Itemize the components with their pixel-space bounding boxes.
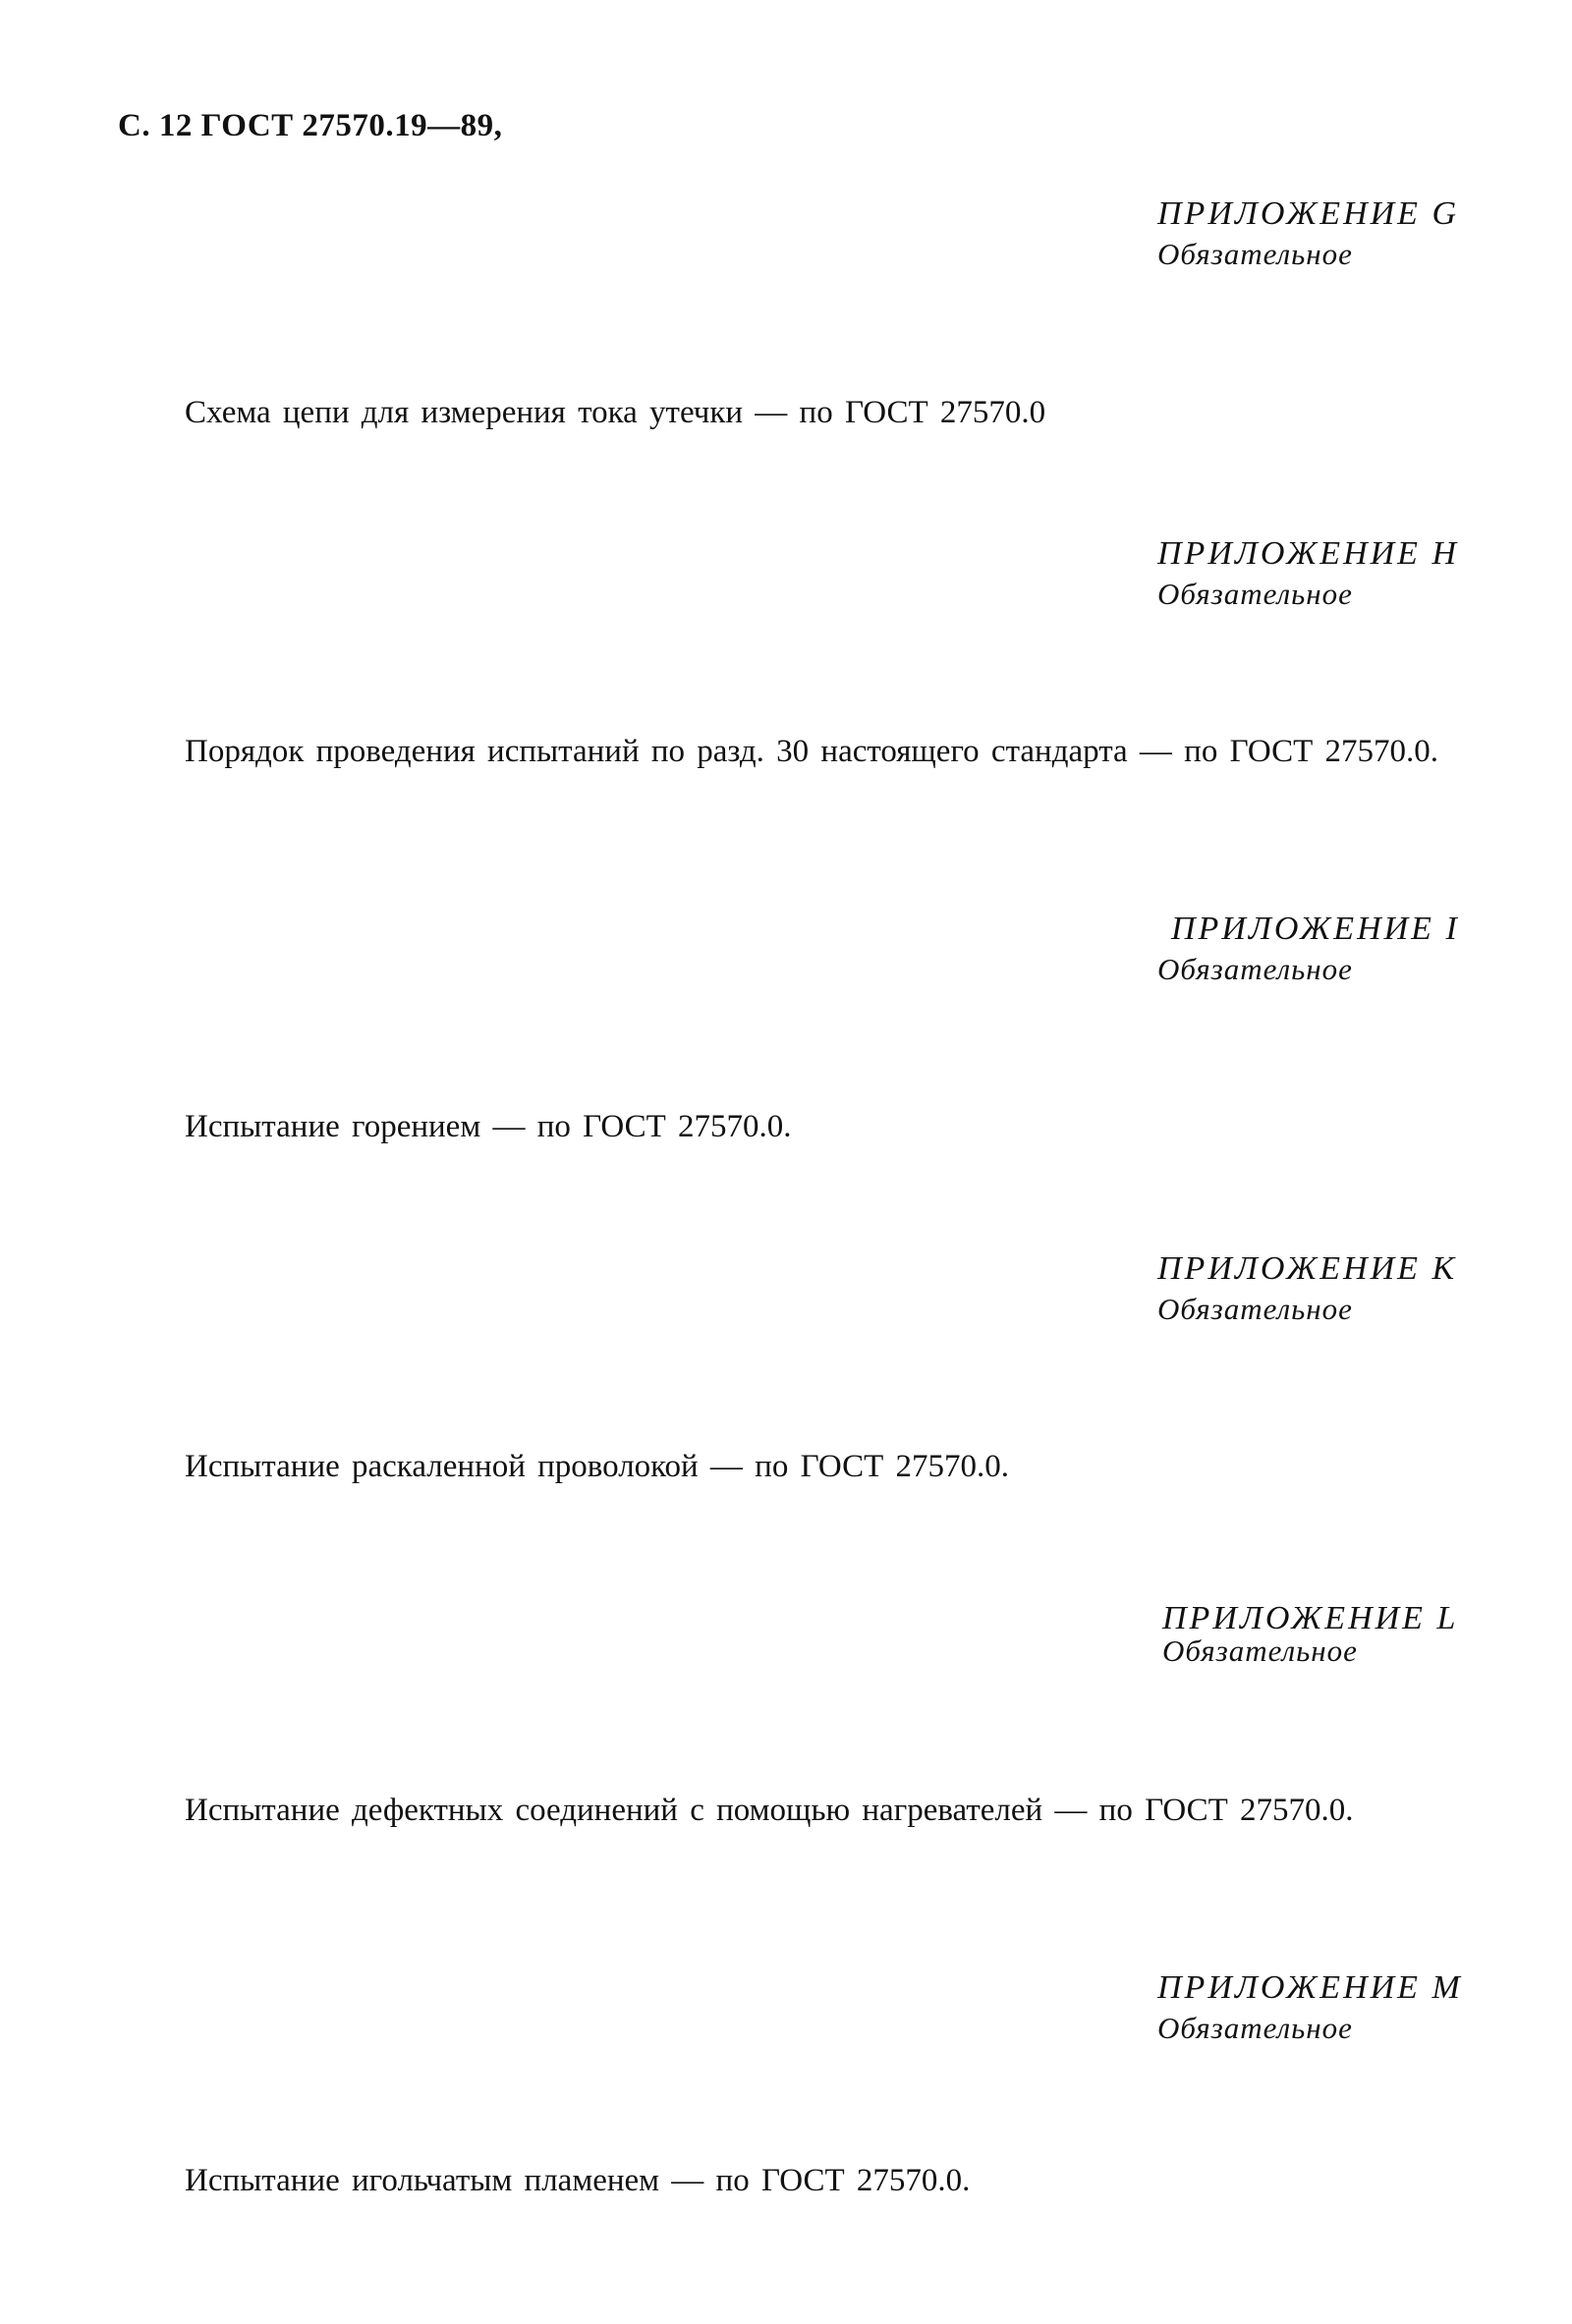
appendix-g-text: Схема цепи для измерения тока утечки — по ГОСТ 27570.0 xyxy=(185,395,1046,430)
appendix-status: Обязательное xyxy=(1162,1633,1358,1668)
appendix-m-text: Испытание игольчатым пламенем — по ГОСТ 27570.0. xyxy=(185,2163,971,2198)
appendix-i-heading xyxy=(1157,910,1525,990)
appendix-status: Обязательное xyxy=(1157,2011,1353,2045)
appendix-l-heading xyxy=(1162,1599,1516,1672)
appendix-i-text: Испытание горением — по ГОСТ 27570.0. xyxy=(185,1109,792,1144)
appendix-k-heading xyxy=(1157,1249,1511,1330)
appendix-title: ПРИЛОЖЕНИЕ L xyxy=(1162,1600,1459,1636)
appendix-title: ПРИЛОЖЕНИЕ K xyxy=(1157,1250,1458,1287)
appendix-k-text: Испытание раскаленной проволокой — по ГОСТ 27570.0. xyxy=(185,1449,1009,1484)
appendix-title: ПРИЛОЖЕНИЕ M xyxy=(1157,1969,1463,2006)
appendix-title: ПРИЛОЖЕНИЕ H xyxy=(1157,535,1460,572)
appendix-title: ПРИЛОЖЕНИЕ I xyxy=(1171,911,1460,947)
appendix-m-heading xyxy=(1157,1968,1511,2049)
page-header: С. 12 ГОСТ 27570.19—89, xyxy=(118,108,503,143)
appendix-h-text: Порядок проведения испытаний по разд. 30 настоящего стандарта — по ГОСТ 27570.0. xyxy=(185,734,1438,769)
appendix-status: Обязательное xyxy=(1157,952,1353,986)
appendix-h-heading xyxy=(1157,534,1511,615)
appendix-l-text: Испытание дефектных соединений с помощью нагревателей — по ГОСТ 27570.0. xyxy=(185,1793,1354,1828)
appendix-status: Обязательное xyxy=(1157,1292,1353,1326)
appendix-g-heading xyxy=(1157,194,1511,275)
appendix-title: ПРИЛОЖЕНИЕ G xyxy=(1157,195,1460,232)
appendix-status: Обязательное xyxy=(1157,237,1353,271)
appendix-status: Обязательное xyxy=(1157,577,1353,611)
